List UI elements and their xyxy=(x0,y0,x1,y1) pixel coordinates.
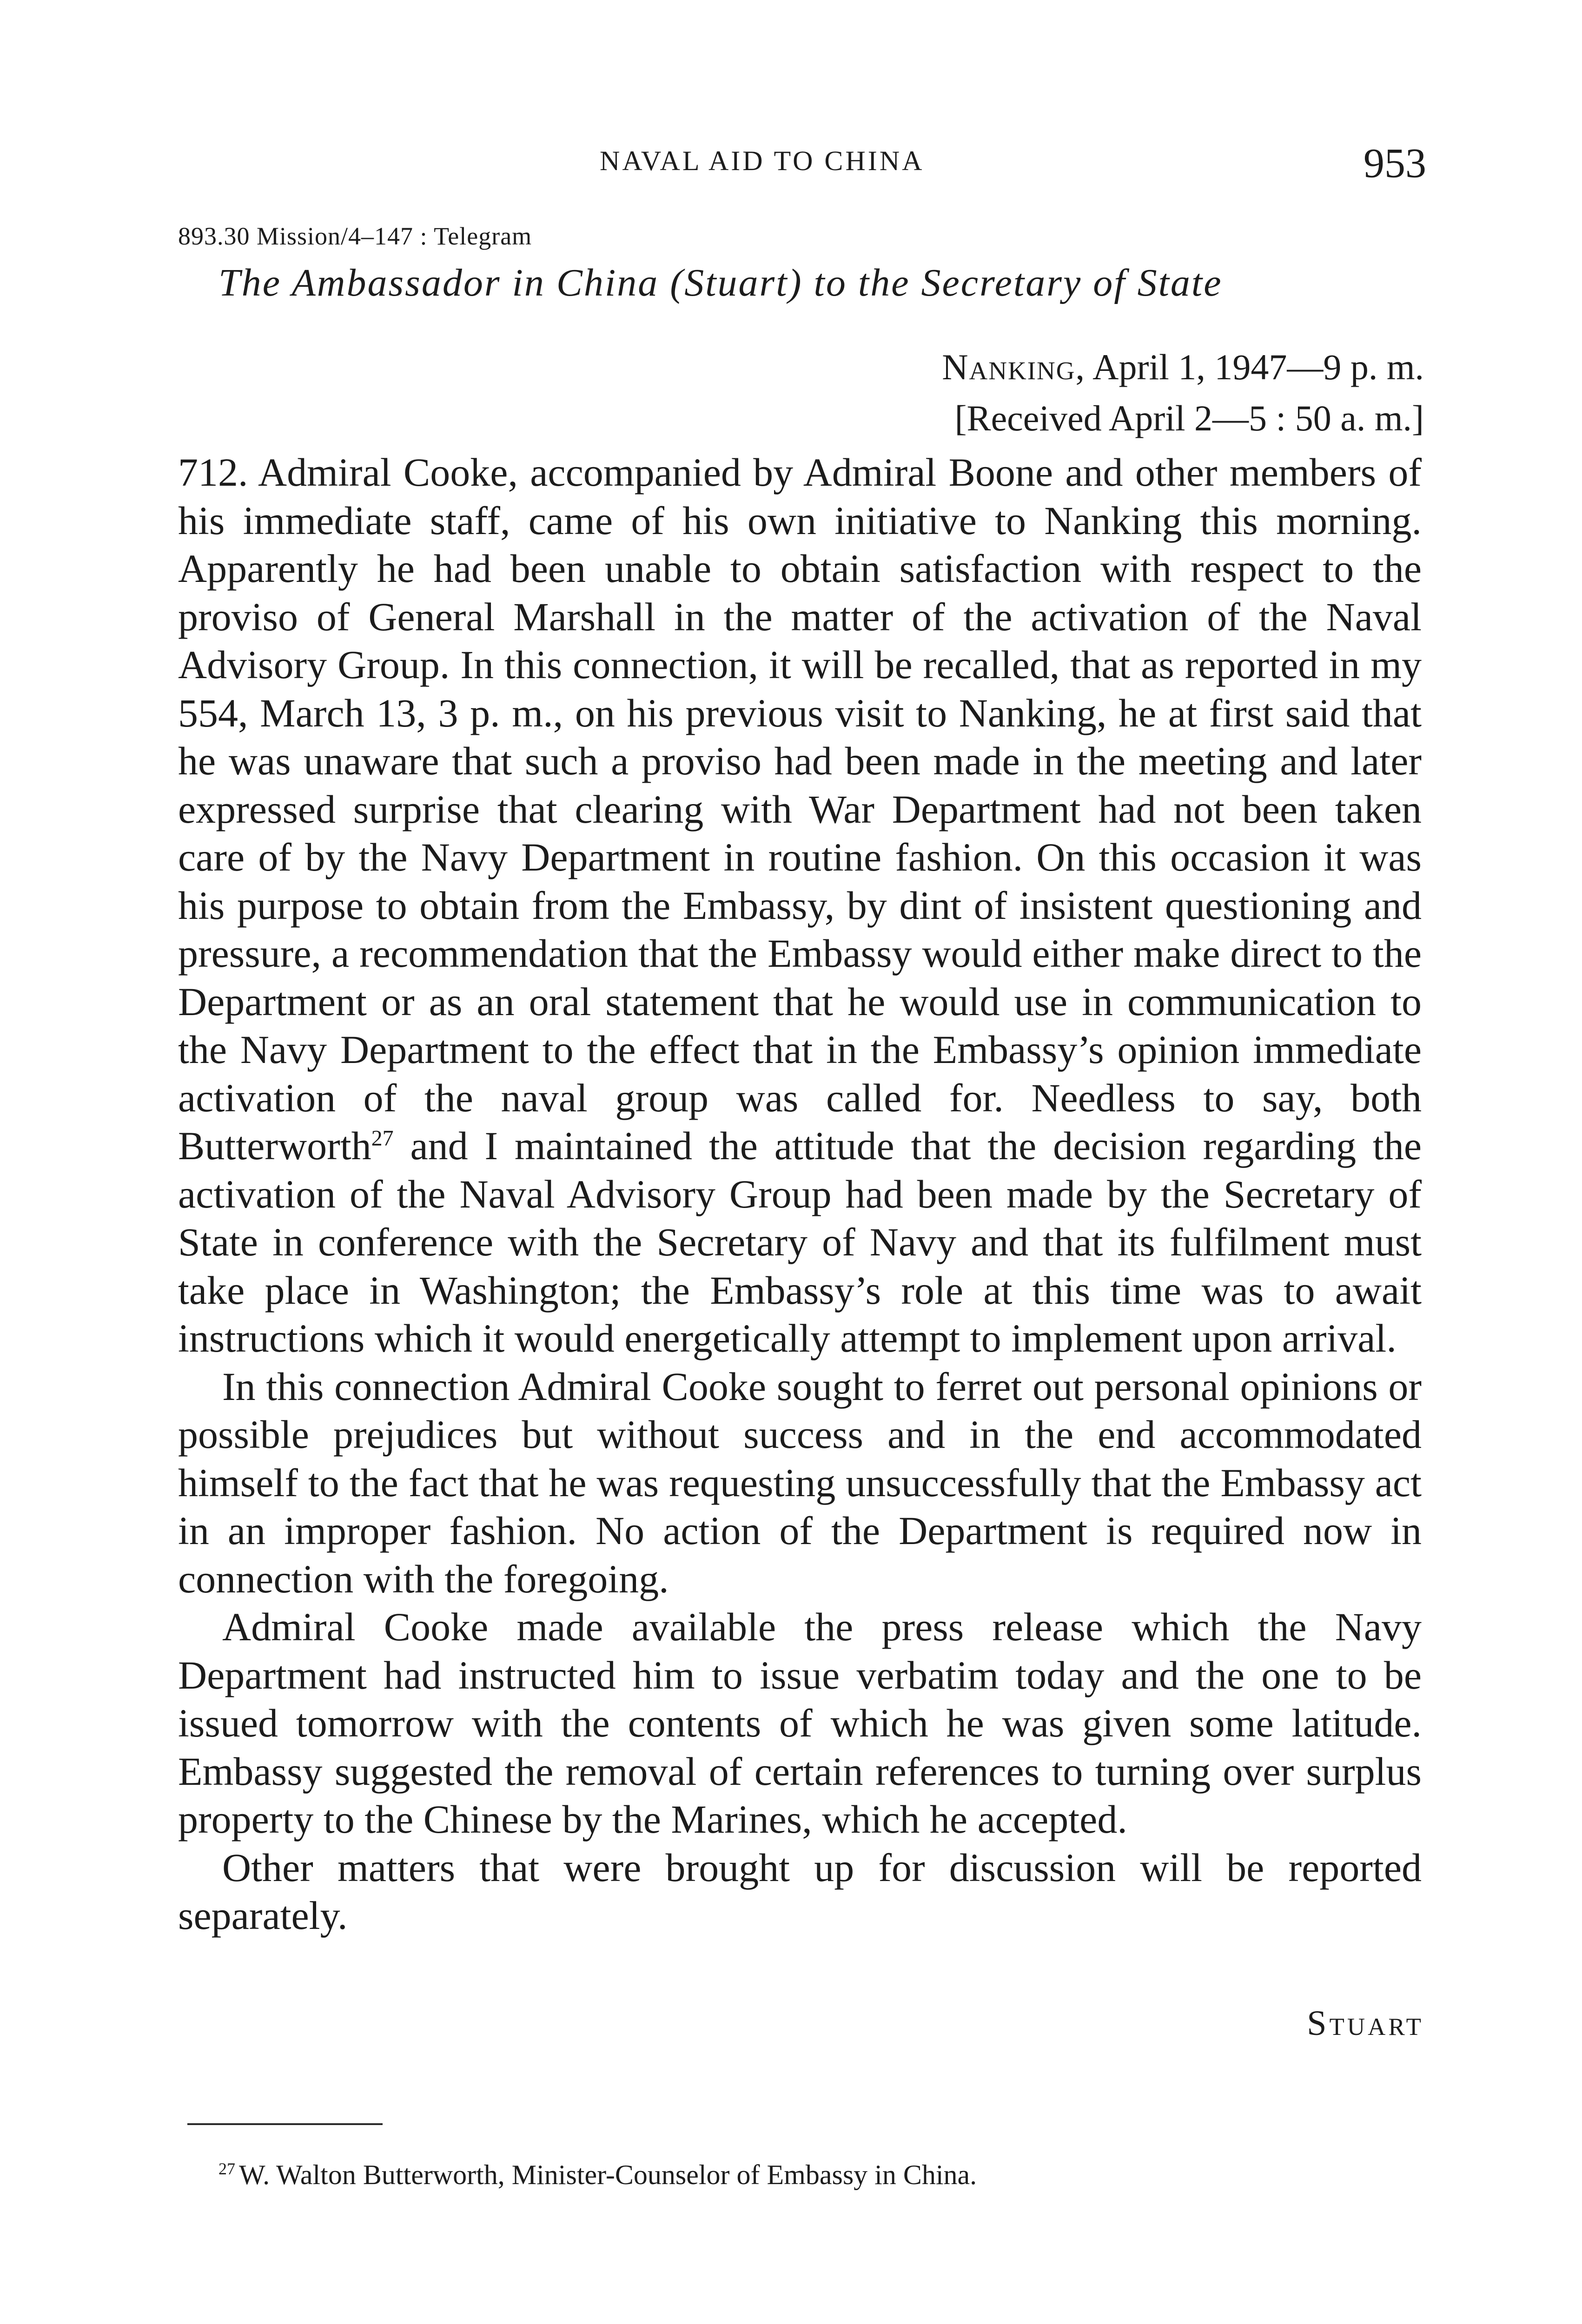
footnote-reference: 27 xyxy=(371,1126,394,1151)
paragraph-4: Other matters that were brought up for discussion will be reported separately. xyxy=(178,1845,1422,1938)
body-text xyxy=(178,449,1422,1940)
paragraph-3: Admiral Cooke made available the press release which the Navy Department had instructed him to issue verbatim today and the one to be issued tomorrow with the contents of which he was given some latitude. Embassy suggested the removal of certain references to turning over surplus property to the Chinese by the Marines, which he accepted. xyxy=(178,1604,1422,1842)
dateline xyxy=(942,342,1424,444)
file-reference: 893.30 Mission/4–147 : Telegram xyxy=(178,222,532,250)
paragraph-1-text: 712. Admiral Cooke, accompanied by Admiral Boone and other members of his immediate staff, came of his own initiative to Nanking this morning. Apparently he had been unable to obtain satisfaction with respect to the proviso of General Marshall in the matter of the activation of the Naval Advisory Group. In this connection, it will be recalled, that as reported in my 554, March 13, 3 p. m., on his previous visit to Nanking, he at first said that he was unaware that such a proviso had been made in the meeting and later expressed surprise that clearing with War Department had not been taken care of by the Navy Department in routine fashion. On this occasion it was his purpose to obtain from the Embassy, by dint of insistent questioning and pressure, a recommendation that the Embassy would either make direct to the Department or as an oral statement that he would use in communication to the Navy Department to the effect that in the Embassy’s opinion immediate activation of the naval group was called for. Needless to say, both Butterworth xyxy=(178,450,1422,1168)
dateline-sent-time: April 1, 1947—9 p. m. xyxy=(1092,347,1424,387)
footnote-marker: 27 xyxy=(218,2159,235,2178)
paragraph-1 xyxy=(178,449,1422,1363)
dateline-place: Nanking, xyxy=(942,347,1086,387)
page-number: 953 xyxy=(1364,140,1426,186)
paragraph-1-continuation: and I maintained the attitude that the decision regarding the activation of the Naval Advisory Group had been made by the Secretary of State in conference with the Secretary of Navy and that its fulfilment must take place in Washington; the Embassy’s role at this time was to await instructions which it would energetically attempt to implement upon arrival. xyxy=(178,1123,1422,1360)
footnote xyxy=(218,2159,977,2191)
signature: Stuart xyxy=(1307,2004,1424,2043)
dateline-received: [Received April 2—5 : 50 a. m.] xyxy=(954,398,1424,438)
footnote-divider xyxy=(187,2123,383,2125)
running-title: NAVAL AID TO CHINA xyxy=(600,145,925,176)
dateline-sent xyxy=(942,342,1424,393)
footnote-text: W. Walton Butterworth, Minister-Counselor of Embassy in China. xyxy=(239,2159,977,2190)
document-heading: The Ambassador in China (Stuart) to the Secretary of State xyxy=(218,261,1223,304)
paragraph-2: In this connection Admiral Cooke sought to ferret out personal opinions or possible prejudices but without success and in the end accommodated himself to the fact that he was requesting unsuccessfully that the Embassy act in an improper fashion. No action of the Department is required now in connection with the foregoing. xyxy=(178,1364,1422,1601)
running-head xyxy=(0,139,1582,186)
